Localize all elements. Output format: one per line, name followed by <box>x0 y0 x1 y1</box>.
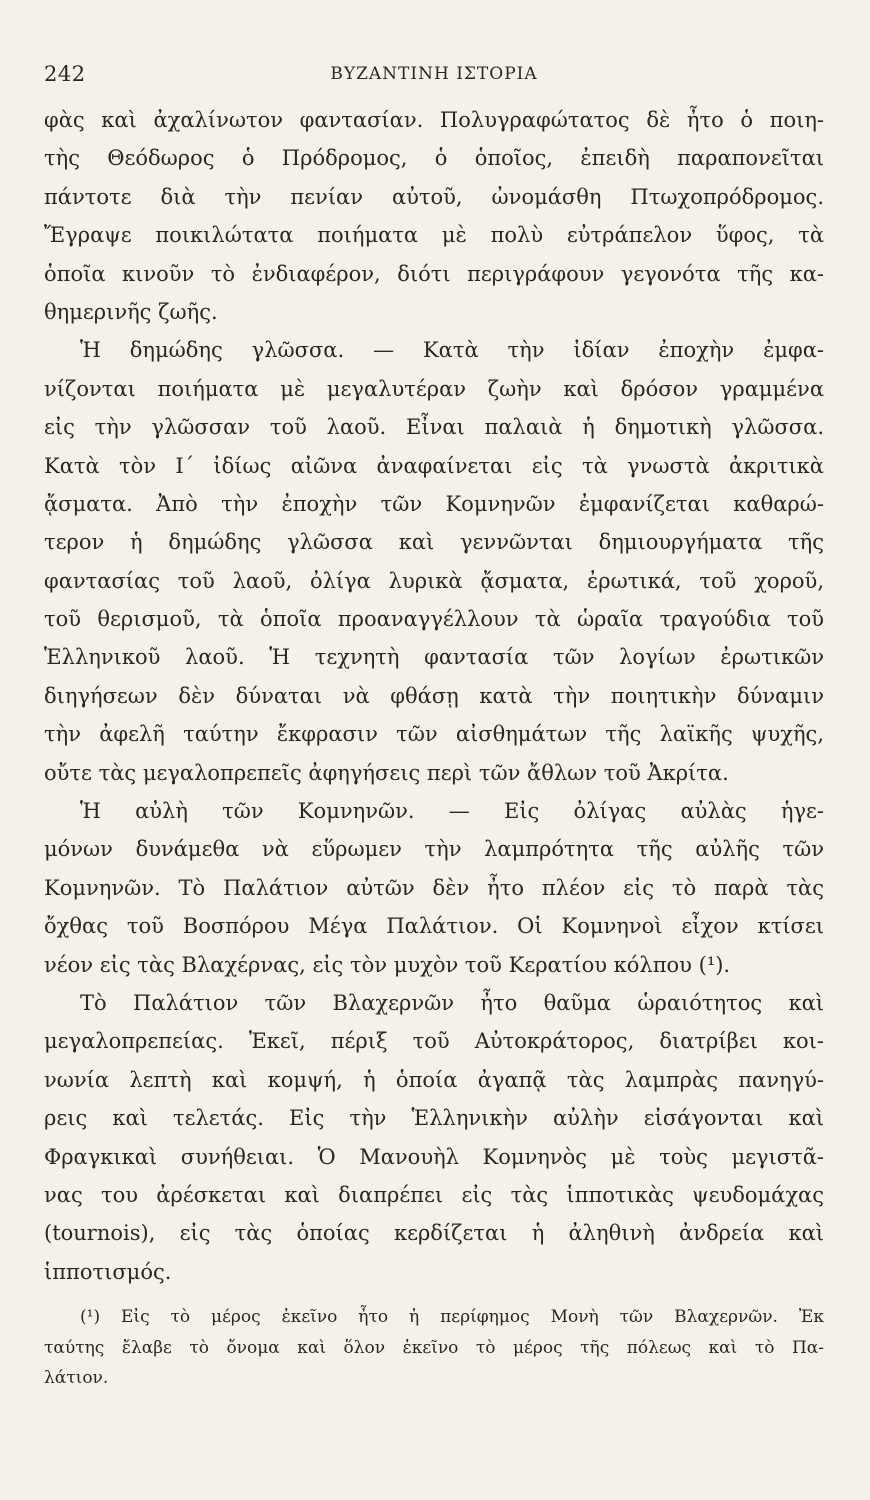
text-line: πάντοτε διὰ τὴν πενίαν αὐτοῦ, ὠνομάσθη Πτωχοπρόδρομος. <box>44 184 824 209</box>
text-line: οὔτε τὰς μεγαλοπρεπεῖς ἀφηγήσεις περὶ τῶν ἄθλων τοῦ Ἀκρίτα. <box>44 760 729 785</box>
text-line: Ἔγραψε ποικιλώτατα ποιήματα μὲ πολὺ εὐτράπελον ὕφος, τὰ <box>44 223 824 248</box>
text-line: φὰς καὶ ἀχαλίνωτον φαντασίαν. Πολυγραφώτατος δὲ ἦτο ὁ ποιη- <box>44 108 824 132</box>
text-line: θημερινῆς ζωῆς. <box>44 299 218 324</box>
page-header <box>44 62 824 92</box>
section-heading-line: Ἡ δημώδης γλῶσσα. — Κατὰ τὴν ἰδίαν ἐποχὴν ἐμφα- <box>80 338 824 363</box>
text-line: Φραγκικαὶ συνήθειαι. Ὁ Μανουὴλ Κομνηνὸς μὲ τοὺς μεγιστᾶ- <box>44 1144 824 1169</box>
text-line: Τὸ Παλάτιον τῶν Βλαχερνῶν ἦτο θαῦμα ὡραιότητος καὶ <box>80 990 824 1015</box>
footnote-line: λάτιον. <box>44 1368 109 1388</box>
text-line: νέον εἰς τὰς Βλαχέρνας, εἰς τὸν μυχὸν τοῦ Κερατίου κόλπου (¹). <box>44 952 731 977</box>
text-line: διηγήσεων δὲν δύναται νὰ φθάσῃ κατὰ τὴν ποιητικὴν δύναμιν <box>44 683 824 708</box>
text-line: τερον ἡ δημώδης γλῶσσα καὶ γεννῶνται δημιουργήματα τῆς <box>44 530 824 555</box>
text-line: ἱπποτισμός. <box>44 1259 172 1284</box>
text-line: νας του ἀρέσκεται καὶ διαπρέπει εἰς τὰς ἱπποτικὰς ψευδομάχας <box>44 1182 824 1207</box>
footnote-line: (¹) Εἰς τὸ μέρος ἐκεῖνο ἦτο ἡ περίφημος Μονὴ τῶν Βλαχερνῶν. Ἐκ <box>80 1307 824 1327</box>
text-line: Ἑλληνικοῦ λαοῦ. Ἡ τεχνητὴ φαντασία τῶν λογίων ἐρωτικῶν <box>44 645 824 670</box>
text-line: νίζονται ποιήματα μὲ μεγαλυτέραν ζωὴν καὶ δρόσον γραμμένα <box>44 376 824 401</box>
running-title: ΒΥΖΑΝΤΙΝΗ ΙΣΤΟΡΙΑ <box>330 64 538 84</box>
text-line: μόνων δυνάμεθα νὰ εὕρωμεν τὴν λαμπρότητα τῆς αὐλῆς τῶν <box>44 837 824 862</box>
text-line: νωνία λεπτὴ καὶ κομψή, ἡ ὁποία ἀγαπᾷ τὰς λαμπρὰς πανηγύ- <box>44 1067 824 1092</box>
text-line: εἰς τὴν γλῶσσαν τοῦ λαοῦ. Εἶναι παλαιὰ ἡ δημοτικὴ γλῶσσα. <box>44 415 824 440</box>
page-number: 242 <box>44 62 86 86</box>
text-line: ὁποῖα κινοῦν τὸ ἐνδιαφέρον, διότι περιγράφουν γεγονότα τῆς κα- <box>44 261 824 286</box>
text-line: τὴς Θεόδωρος ὁ Πρόδρομος, ὁ ὁποῖος, ἐπειδὴ παραπονεῖται <box>44 146 824 171</box>
section-heading-line: Ἡ αὐλὴ τῶν Κομνηνῶν. — Εἰς ὀλίγας αὐλὰς ἡγε- <box>80 799 824 824</box>
text-line: φαντασίας τοῦ λαοῦ, ὀλίγα λυρικὰ ᾄσματα, ἐρωτικά, τοῦ χοροῦ, <box>44 568 824 593</box>
main-text <box>44 101 824 1291</box>
text-line: Κατὰ τὸν Ι´ ἰδίως αἰῶνα ἀναφαίνεται εἰς τὰ γνωστὰ ἀκριτικὰ <box>44 453 824 478</box>
text-line: ᾄσματα. Ἀπὸ τὴν ἐποχὴν τῶν Κομνηνῶν ἐμφανίζεται καθαρώ- <box>44 491 824 516</box>
footnote <box>44 1302 824 1394</box>
text-line: μεγαλοπρεπείας. Ἐκεῖ, πέριξ τοῦ Αὐτοκράτορος, διατρίβει κοι- <box>44 1029 824 1054</box>
text-line: τὴν ἀφελῆ ταύτην ἔκφρασιν τῶν αἰσθημάτων τῆς λαϊκῆς ψυχῆς, <box>44 722 824 747</box>
text-line: Κομνηνῶν. Τὸ Παλάτιον αὐτῶν δὲν ἦτο πλέον εἰς τὸ παρὰ τὰς <box>44 875 824 900</box>
footnote-line: ταύτης ἔλαβε τὸ ὄνομα καὶ ὅλον ἐκεῖνο τὸ μέρος τῆς πόλεως καὶ τὸ Πα- <box>44 1337 824 1358</box>
text-line: ρεις καὶ τελετάς. Εἰς τὴν Ἑλληνικὴν αὐλὴν εἰσάγονται καὶ <box>44 1106 824 1131</box>
text-line: ὄχθας τοῦ Βοσπόρου Μέγα Παλάτιον. Οἱ Κομνηνοὶ εἶχον κτίσει <box>44 914 824 939</box>
text-line: (tournois), εἰς τὰς ὁποίας κερδίζεται ἡ ἀληθινὴ ἀνδρεία καὶ <box>44 1221 824 1246</box>
text-line: τοῦ θερισμοῦ, τὰ ὁποῖα προαναγγέλλουν τὰ ὡραῖα τραγούδια τοῦ <box>44 607 824 632</box>
